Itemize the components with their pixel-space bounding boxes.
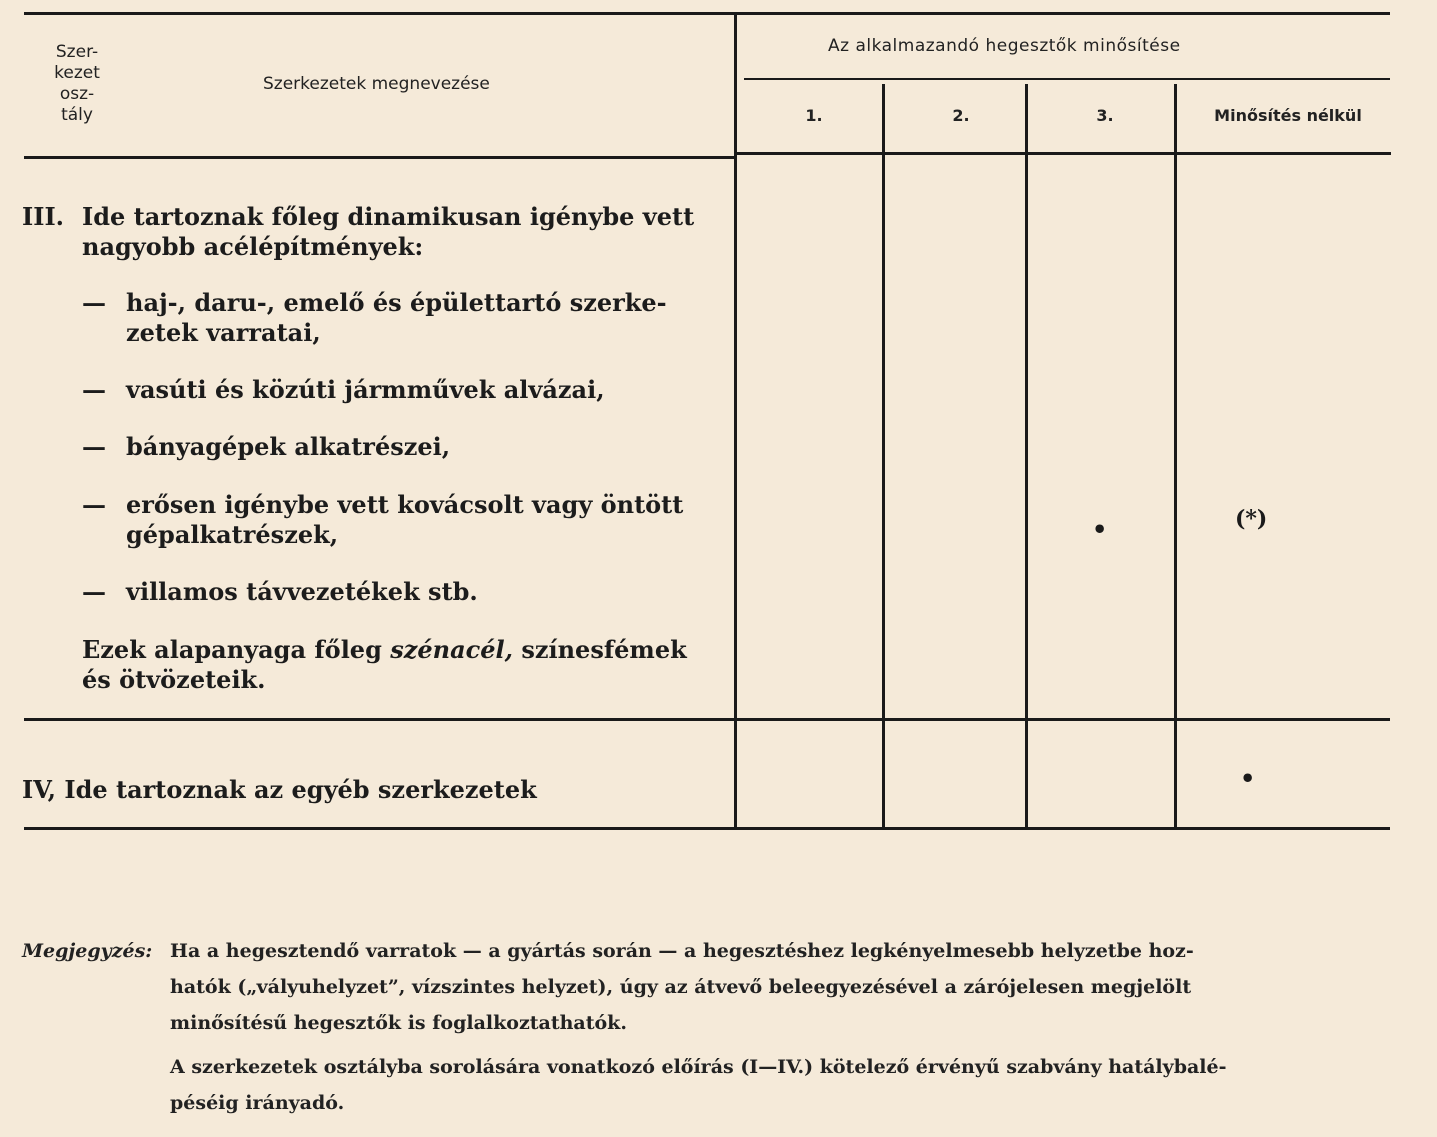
- list-item-text: erősen igénybe vett kovácsolt vagy öntött gépalkatrészek,: [126, 490, 684, 549]
- header-col-no-qualification: Minősítés nélkül: [1214, 106, 1362, 125]
- list-item-text: vasúti és közúti jármművek alvázai,: [126, 375, 605, 404]
- row-divider-rule: [24, 718, 1390, 721]
- table-bottom-rule: [24, 827, 1390, 830]
- note-paragraph-1: Ha a hegesztendő varratok — a gyártás során — a hegesztéshez legkényelmesebb helyzetbe hoz- hatók („vályuhelyzet”, vízszintes helyzet), úgy az átvevő beleegyezésével a zárójelesen megjelölt minősítésű hegesztők is foglalkoztathatók.: [170, 940, 1194, 1034]
- summary-pre: Ezek alapanyaga főleg: [82, 635, 391, 664]
- header-bottom-rule-right: [736, 152, 1391, 155]
- note-label: Megjegyzés:: [22, 940, 153, 962]
- row3-intro: Ide tartoznak főleg dinamikusan igénybe vett nagyobb acélépítmények:: [82, 202, 695, 261]
- list-dash: —: [82, 577, 106, 606]
- summary-emphasis: szénacél,: [390, 635, 513, 664]
- row3-class-number: III.: [22, 202, 65, 231]
- row3-summary: [82, 635, 692, 695]
- header-subdivider-rule: [744, 78, 1390, 80]
- header-qualification-group: Az alkalmazandó hegesztők minősítése: [828, 36, 1181, 56]
- list-item: [82, 288, 682, 347]
- header-col-1: 1.: [805, 106, 823, 125]
- list-item-text: bányagépek alkatrészei,: [126, 432, 451, 461]
- column-rule-name-qual: [734, 15, 737, 829]
- column-rule-3-none: [1174, 84, 1177, 830]
- list-item-text: haj-, daru-, emelő és épülettartó szerke- zetek varratai,: [126, 288, 667, 347]
- list-dash: —: [82, 432, 106, 461]
- column-rule-2-3: [1025, 84, 1028, 830]
- column-rule-1-2: [882, 84, 885, 830]
- row4-label: IV, Ide tartoznak az egyéb szerkezetek: [22, 775, 537, 804]
- table-top-rule: [24, 12, 1390, 15]
- header-col-2: 2.: [952, 106, 970, 125]
- header-class-column: Szer- kezet osz- tály: [54, 42, 100, 125]
- list-item: [82, 375, 682, 405]
- list-item: [82, 577, 682, 607]
- list-item: [82, 490, 684, 549]
- header-name-column: Szerkezetek megnevezése: [263, 74, 490, 94]
- note-paragraph-2: A szerkezetek osztályba sorolására vonatkozó előírás (I—IV.) kötelező érvényű szabvány hatálybalé- péséig irányadó.: [170, 1056, 1227, 1114]
- header-col-3: 3.: [1096, 106, 1114, 125]
- header-bottom-rule-left: [24, 156, 736, 159]
- list-dash: —: [82, 490, 106, 519]
- row3-col4-parenthesized-mark: (*): [1235, 506, 1268, 532]
- list-dash: —: [82, 288, 106, 317]
- list-item: [82, 432, 682, 462]
- list-item-text: villamos távvezetékek stb.: [126, 577, 478, 606]
- row3-col3-bullet: •: [1092, 515, 1108, 544]
- row4-col4-bullet: •: [1240, 764, 1256, 793]
- summary-post: színesfémek és ötvözeteik.: [82, 635, 687, 694]
- list-dash: —: [82, 375, 106, 404]
